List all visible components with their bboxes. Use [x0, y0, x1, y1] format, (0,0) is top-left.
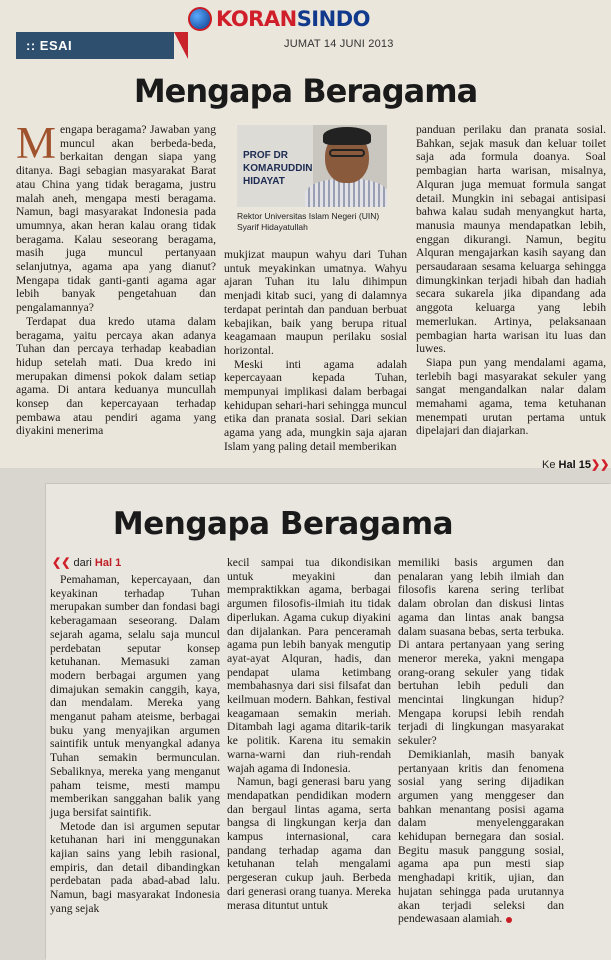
double-chevron-left-icon: ❮❮: [52, 557, 71, 569]
paragraph: Terdapat dua kredo utama dalam beragama, yaitu percaya akan adanya Tuhan dan percaya terhadap keabadian hidup setelah mati. Dua kredo ini merupakan dimensi pokok dalam setiap agama. Di antara keduanya muncullah konsep dan kepercayaan terhadap pembawa atau pendiri agama yang diyakini menerima: [16, 314, 216, 438]
logo-text: [216, 7, 370, 31]
dropcap: M: [16, 118, 57, 168]
paragraph: Meski inti agama adalah kepercayaan kepada Tuhan, mempunyai implikasi dalam berbagai kehidupan sehari-hari sehingga muncul etika dan pranata sosial. Dari sekian agama yang ada, mungkin saja ajaran Islam yang paling detail memberikan: [224, 357, 407, 453]
from-page: Hal 1: [94, 557, 122, 569]
paragraph: [398, 748, 564, 926]
article-column-2: [224, 248, 407, 454]
logo-koran: KORAN: [216, 7, 297, 31]
continued-on: [542, 458, 609, 471]
globe-icon: [188, 7, 212, 31]
paragraph: Namun, bagi generasi baru yang mendapatkan pendidikan modern dan bergaul lintas agama, serta bangsa di lingkungan kerja dan kampus internasional, cara pandang terhadap agama dan ketuhanan telah mengalami pergeseran cukup jauh. Berbeda dari generasi orang tuanya. Mereka merasa dituntut untuk: [227, 775, 391, 912]
publication-date: JUMAT 14 JUNI 2013: [284, 38, 394, 50]
paragraph-text: Demikianlah, masih banyak pertanyaan kritis dan fenomena sosial yang sering dijadikan argumen yang menggeser dan bahkan menantang posisi agama dalam menyelenggarakan kehidupan bernegara dan sosial. Begitu masuk panggung sosial, agama apa pun mesti siap menghadapi kritik, ujian, dan hujatan sehingga pada urutannya akan terjadi seleksi dan pendewasaan alamiah.: [398, 747, 564, 926]
author-profile: [237, 125, 387, 233]
paragraph: Pemahaman, kepercayaan, dan keyakinan terhadap Tuhan merupakan sumber dan fondasi bagi keberagamaan seseorang. Dalam sejarah agama, selalu saja muncul perdebatan seputar konsep ketuhanan. Memasuki zaman modern berbagai argumen yang dimajukan semakin canggih, kaya, dan mendalam. Mereka yang menganut paham ateisme, berbagai buku yang menyajikan argumen saintifik untuk menyangkal adanya Tuhan semakin bermunculan. Sebaliknya, mereka yang menganut paham teisme, mesti mampu memberikan sanggahan balik yang juga bersifat saintifik.: [50, 573, 220, 819]
continuation-title: Mengapa Beragama: [112, 506, 454, 542]
continued-from: [52, 556, 121, 569]
continue-prefix: Ke: [542, 459, 556, 471]
double-chevron-icon: ❯❯: [590, 459, 610, 471]
paragraph-text: engapa beragama? Jawaban yang muncul akan berbeda-beda, berkaitan dengan siapa yang ditanya. Bagi sebagian masyarakat Barat atau China yang tidak beragama, justru malah aneh, mengapa mesti beragama. Namun, bagi masyarakat Indonesia pada umumnya, akan heran kalau orang tidak beragama. Kalau seseorang beragama, masih juga muncul pertanyaan selanjutnya, agama apa yang dianut? Mengapa tidak ganti-ganti agama agar lebih banyak pengetahuan dan pengalamannya?: [16, 123, 216, 315]
article-title: Mengapa Beragama: [133, 72, 478, 110]
end-mark-icon: [506, 917, 512, 923]
logo-sindo: SINDO: [296, 7, 370, 31]
article-column-1: [16, 118, 216, 438]
author-name: PROF DR KOMARUDDIN HIDAYAT: [243, 150, 313, 187]
paragraph: panduan perilaku dan pranata sosial. Bahkan, sejak masuk dan keluar toilet saja ada formula doanya. Soal pembagian harta warisan, misalnya, Alquran juga memuat formula sangat detail. Mungkin ini sebagai antisipasi bahwa kalau sudah menyangkut harta, manusia maunya mendapatkan lebih, enggan dikurangi. Namun, begitu Alquran mengajarkan kasih sayang dan persaudaraan sesama keluarga sehingga dimungkinkan terjadi hibah dan hadiah secara sukarela jika dipandang ada anggota keluarga yang lebih memerlukan. Artinya, pelaksanaan pembagian harta warisan itu luas dan luwes.: [416, 123, 606, 356]
paragraph: kecil sampai tua dikondisikan untuk meyakini dan mempraktikkan agama, berbagai argumen filosofis-ilmiah itu tidak diperlukan. Agama cukup diyakini dan dijalankan. Para penceramah agama pun lebih banyak mengutip ayat-ayat Alquran, hadis, dan pendapat ulama ketimbang membahasnya dari sisi filsafat dan keilmuan modern. Bahkan, festival keagamaan semakin meriah. Ditambah lagi agama ditarik-tarik ke politik. Karena itu semakin warna-warni dan riuh-rendah wajah agama di Indonesia.: [227, 556, 391, 775]
paragraph: mukjizat maupun wahyu dari Tuhan untuk meyakinkan umatnya. Wahyu ajaran Tuhan itu lalu dihimpun menjadi kitab suci, yang di dalamnya terdapat perintah dan panduan berbuat kebajikan, baik yang berupa ritual keagamaan maupun perilaku sosial horizontal.: [224, 248, 407, 357]
from-prefix: dari: [73, 557, 92, 569]
continuation-column-3: [398, 556, 564, 926]
continue-page: Hal 15: [558, 459, 591, 471]
author-caption: Rektor Universitas Islam Negeri (UIN) Syarif Hidayatullah: [237, 211, 380, 232]
paragraph: Siapa pun yang mendalami agama, terlebih bagi masyarakat sekuler yang sangat mengandalkan nalar dalam memahami agama, tema ketuhanan menempati urutan pertama untuk dipelajari dan diajarkan.: [416, 355, 606, 438]
masthead-logo: [188, 4, 388, 34]
section-label: :: ESAI: [16, 32, 174, 59]
paragraph: memiliki basis argumen dan penalaran yang lebih ilmiah dan filosofis karena sering terlibat dalam obrolan dan diskusi lintas agama dan lintas anak bangsa dalam suasana bebas, serta terbuka. Di antara pertanyaan yang sering meneror mereka, yakni mengapa orang-orang sekuler yang tidak bertuhan lebih peduli dan mencintai lingkungan hidup? Mengapa korupsi lebih rendah terjadi di lingkungan masyarakat sekuler?: [398, 556, 564, 748]
paragraph: Metode dan isi argumen seputar ketuhanan hari ini menggunakan kajian sains yang lebih rasional, empiris, dan detail dibandingkan perdebatan pada abad-abad lalu. Namun, bagi masyarakat Indonesia yang sejak: [50, 819, 220, 915]
continuation-column-1: [50, 573, 220, 916]
paragraph: [16, 118, 216, 315]
author-photo: [237, 125, 387, 207]
article-column-3: [416, 123, 606, 438]
continuation-column-2: [227, 556, 391, 912]
